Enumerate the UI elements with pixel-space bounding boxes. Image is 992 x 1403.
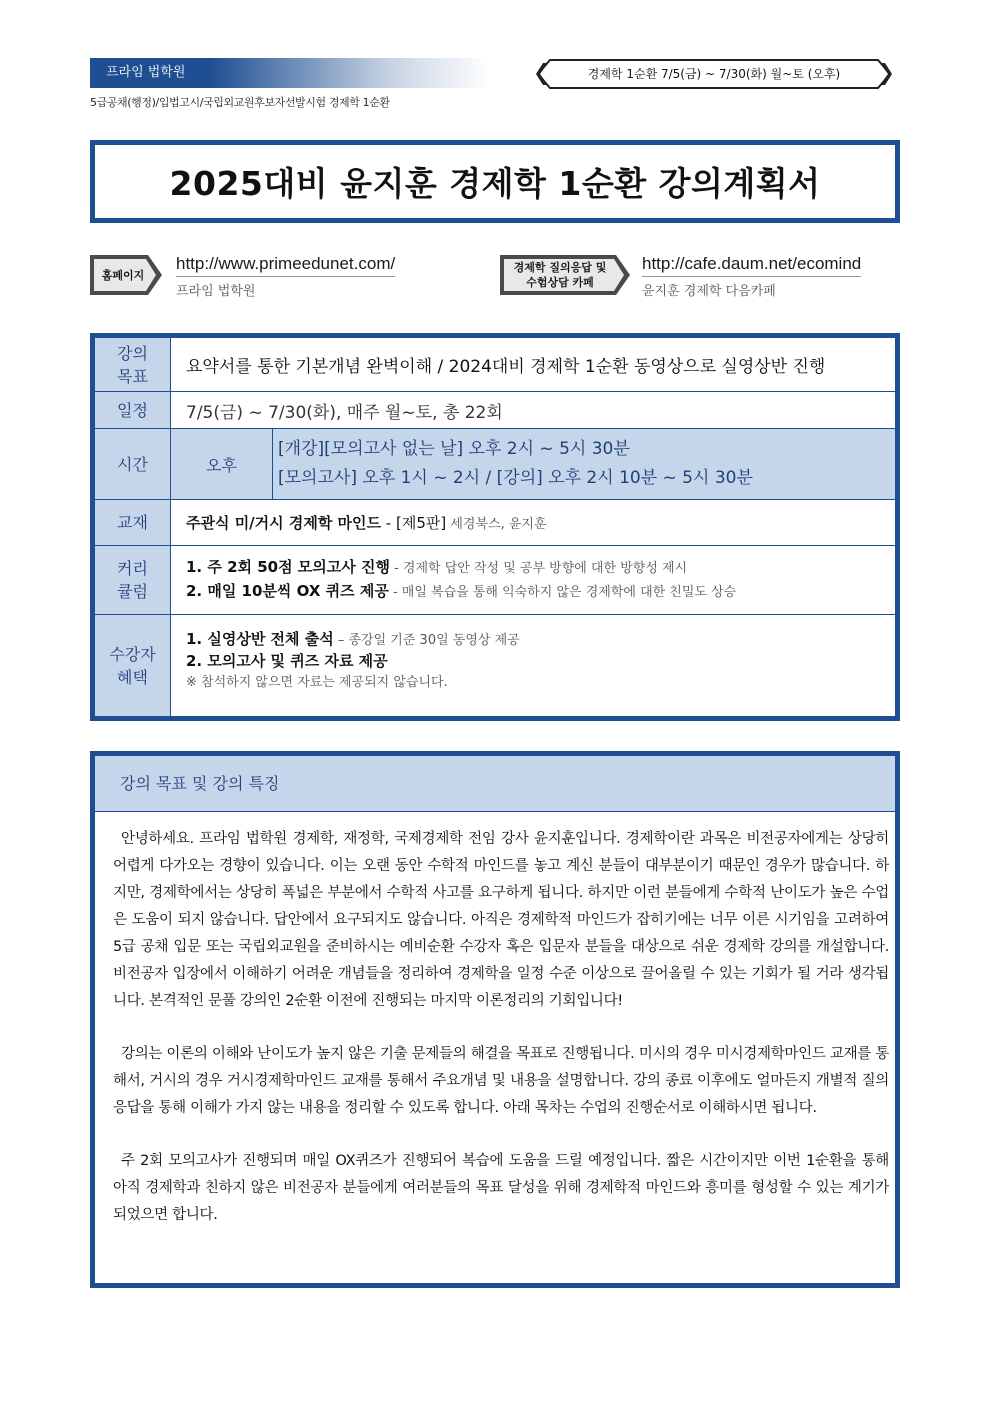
schedule-head: 일정 [95, 392, 171, 428]
homepage-button-label: 홈페이지 [101, 268, 145, 282]
exam-subtitle: 5급공채(행정)/입법고시/국립외교원후보자선발시험 경제학 1순환 [90, 96, 390, 109]
time-line2: [모의고사] 오후 1시 ~ 2시 / [강의] 오후 2시 10분 ~ 5시 30분 [278, 468, 753, 488]
textbook-publisher: 세경북스, 윤지훈 [446, 517, 547, 532]
period-badge [536, 59, 892, 89]
goal-cell [171, 338, 895, 391]
cafe-desc: 윤지훈 경제학 다음카페 [642, 284, 776, 299]
benefits-head [95, 615, 171, 716]
time-row [95, 429, 895, 500]
curriculum-item2: 2. 매일 10분씩 OX 퀴즈 제공 [186, 582, 389, 600]
benefits-note: ※ 참석하지 않으면 자료는 제공되지 않습니다. [186, 675, 448, 690]
cafe-button[interactable] [500, 255, 630, 295]
cafe-url[interactable]: http://cafe.daum.net/ecomind [642, 254, 861, 277]
page-title: 2025대비 윤지훈 경제학 1순환 강의계획서 [169, 164, 821, 203]
textbook-head: 교재 [95, 500, 171, 545]
curriculum-item1: 1. 주 2회 50점 모의고사 진행 [186, 558, 390, 576]
schedule-cell [171, 392, 895, 428]
schedule-text: 7/5(금) ~ 7/30(화), 매주 월~토, 총 22회 [186, 402, 503, 423]
cafe-button-line1: 경제학 질의응답 및 [513, 261, 607, 274]
benefits-item1: 1. 실영상반 전체 출석 [186, 630, 334, 648]
textbook-cell [171, 500, 895, 545]
brand-bar [90, 58, 490, 88]
period-text: 경제학 1순환 7/5(금) ~ 7/30(화) 월~토 (오후) [587, 67, 841, 81]
homepage-button[interactable] [90, 255, 162, 295]
benefits-head-line2: 혜택 [117, 667, 148, 687]
schedule-row [95, 392, 895, 429]
curriculum-item2-desc: - 매일 복습을 통해 익숙하지 않은 경제학에 대한 친밀도 상승 [388, 585, 737, 600]
feature-heading: 강의 목표 및 강의 특징 [95, 756, 895, 812]
benefits-item2: 2. 모의고사 및 퀴즈 자료 제공 [186, 652, 388, 670]
homepage-url[interactable]: http://www.primeedunet.com/ [176, 254, 395, 277]
benefits-item1-desc: – 종강일 기준 30일 동영상 제공 [333, 633, 520, 648]
curriculum-item1-desc: - 경제학 답안 작성 및 공부 방향에 대한 방향성 제시 [389, 561, 688, 576]
benefits-cell [171, 615, 895, 716]
time-head: 시간 [95, 429, 171, 499]
goal-text: 요약서를 통한 기본개념 완벽이해 / 2024대비 경제학 1순환 동영상으로 실영상반 진행 [186, 357, 826, 377]
textbook-title: 주관식 미/거시 경제학 마인드 [186, 514, 382, 532]
feature-paragraph-2: 강의는 이론의 이해와 난이도가 높지 않은 기출 문제들의 해결을 목표로 진행됩니다. 미시의 경우 미시경제학마인드 교재를 통해서, 거시의 경우 거시경제학마인드 교재를 통해서 주요개념 및 내용을 설명합니다. 강의 종료 이후에도 얼마든지 개별적 질의응답을 통해 이해가 가지 않는 내용을 정리할 수 있도록 합니다. 아래 목차는 수업의 진행순서로 이해하시면 됩니다. [113, 1046, 889, 1116]
curriculum-head-line1: 커리 [117, 559, 148, 578]
goal-row [95, 338, 895, 392]
goal-head-line2: 목표 [117, 366, 148, 386]
course-info-table [90, 333, 900, 721]
curriculum-head [95, 546, 171, 614]
time-sub-head: 오후 [171, 429, 273, 499]
curriculum-cell [171, 546, 895, 614]
feature-section [90, 751, 900, 1288]
textbook-row [95, 500, 895, 546]
benefits-row [95, 615, 895, 716]
benefits-head-line1: 수강자 [109, 644, 156, 664]
textbook-dash: - [381, 514, 396, 532]
brand-name: 프라임 법학원 [106, 65, 186, 80]
feature-paragraph-3: 주 2회 모의고사가 진행되며 매일 OX퀴즈가 진행되어 복습에 도움을 드릴 예정입니다. 짧은 시간이지만 이번 1순환을 통해 아직 경제학과 친하지 않은 비전공자 분들에게 여러분들의 목표 달성을 위해 경제학적 마인드와 흥미를 형성할 수 있는 계기가 되었으면 합니다. [113, 1153, 889, 1223]
time-line1: [개강][모의고사 없는 날] 오후 2시 ~ 5시 30분 [278, 439, 630, 459]
curriculum-row [95, 546, 895, 615]
title-box [90, 140, 900, 223]
feature-paragraph-1: 안녕하세요. 프라임 법학원 경제학, 재정학, 국제경제학 전임 강사 윤지훈입니다. 경제학이란 과목은 비전공자에게는 상당히 어렵게 다가오는 경향이 있습니다. 이는 오랜 동안 수학적 마인드를 놓고 계신 분들이 대부분이기 때문인 경우가 많습니다. 하지만, 경제학에서는 상당히 폭넓은 부분에서 수학적 사고를 요구하게 됩니다. 하지만 이런 분들에게 수학적 난이도가 높은 수업은 도움이 되지 않습니다. 답안에서 요구되지도 않습니다. 아직은 경제학적 마인드가 잡히기에는 너무 이른 시기임을 고려하여 5급 공채 입문 또는 국립외교원을 준비하시는 예비순환 수강자 혹은 입문자 분들을 대상으로 쉬운 경제학 강의를 개설합니다. 비전공자 입장에서 이해하기 어려운 개념들을 정리하여 경제학을 일정 수준 이상으로 끌어올릴 수 있는 기회가 될 거라 생각됩니다. 본격적인 문풀 강의인 2순환 이전에 진행되는 마지막 이론정리의 기회입니다! [113, 831, 889, 1009]
homepage-desc: 프라임 법학원 [176, 284, 256, 299]
feature-body [113, 826, 889, 1255]
cafe-button-line2: 수험상담 카페 [526, 276, 594, 289]
textbook-edition: [제5판] [395, 514, 447, 532]
goal-head-line1: 강의 [117, 343, 148, 363]
curriculum-head-line2: 큘럼 [117, 582, 148, 601]
cafe-button-label [504, 255, 616, 295]
time-cell [273, 429, 895, 499]
goal-head [95, 338, 171, 391]
